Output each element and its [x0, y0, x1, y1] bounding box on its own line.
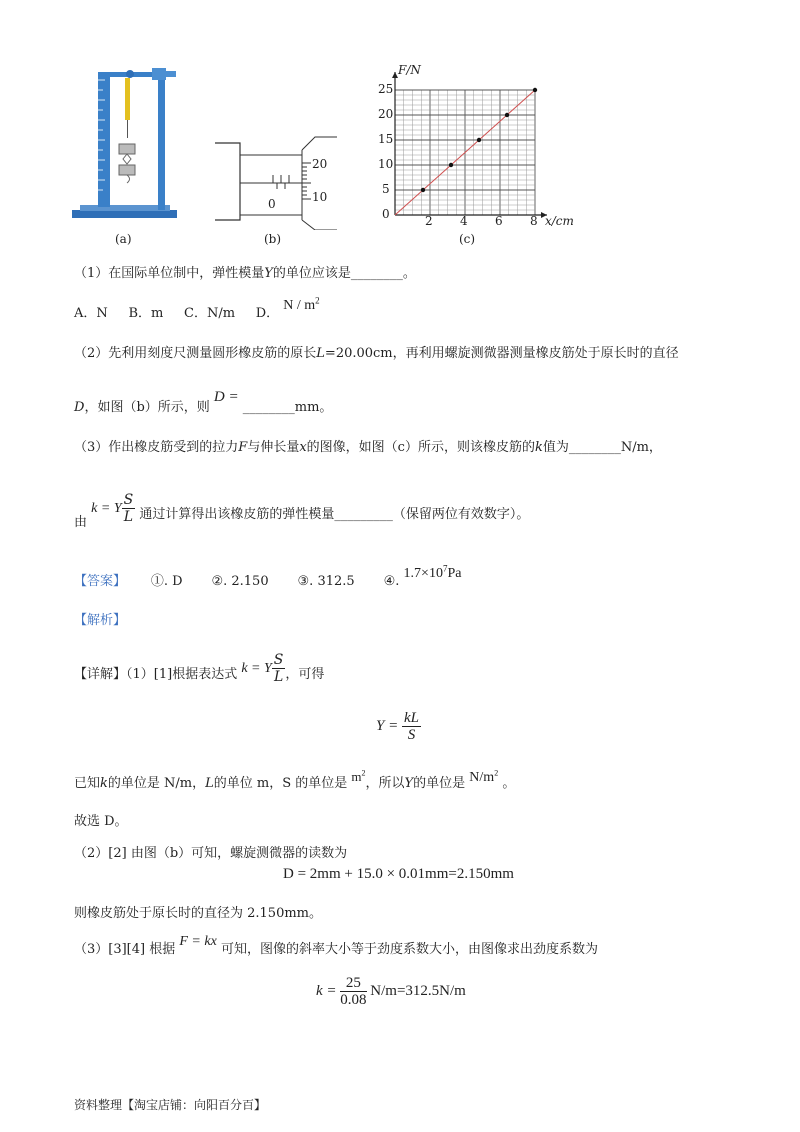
- ruler: [98, 72, 110, 207]
- ytick-20: 20: [378, 107, 394, 121]
- figure-c-caption: (c): [459, 232, 476, 246]
- answer-label: 【答案】: [74, 574, 127, 589]
- ytick-25: 25: [378, 82, 394, 96]
- detail-p3: 故选 D。: [74, 814, 128, 829]
- option-d: D．: [255, 306, 280, 321]
- equation-3: k = $\frac{25}{0.08}$ N/m=312.5N/m: [316, 975, 466, 1008]
- xtick-6: 6: [495, 214, 503, 228]
- analysis-label: 【解析】: [74, 613, 127, 628]
- option-a: A．N: [74, 306, 108, 321]
- chart-xlabel: x/cm: [545, 214, 574, 228]
- weight-1: [119, 144, 135, 154]
- detail-p2: 已知k的单位是 N/m，L的单位 m，S 的单位是 $m^2$，所以Y的单位是 $N/m^2$ 。: [74, 768, 516, 791]
- q2-line1: （2）先利用刻度尺测量圆形橡皮筋的原长L=20.00cm，再利用螺旋测微器测量橡皮筋处于原长时的直径: [74, 346, 679, 361]
- figure-b-caption: (b): [264, 232, 282, 246]
- equation-1: Y = $\frac{kL}{S}$: [376, 710, 419, 743]
- micrometer-label-10: 10: [312, 190, 328, 204]
- data-point: [505, 113, 509, 117]
- q1-stem: （1）在国际单位制中，弹性模量Y的单位应该是________。: [74, 266, 416, 281]
- equation-2: D = 2mm + 15.0 × 0.01mm=2.150mm: [283, 866, 514, 882]
- q3-line2: 由 k = Y $\frac{S}{L}$ 通过计算得出该橡皮筋的弹性模量_________（保留两位有效数字）。: [74, 492, 530, 530]
- data-point: [449, 163, 453, 167]
- figure-a-stand: [70, 60, 185, 225]
- detail-p6: （3）[3][4] 根据 F = kx 可知，图像的斜率大小等于劲度系数大小，由图像求出劲度系数为: [74, 934, 598, 957]
- option-d-math: N / $m^2$: [283, 295, 320, 313]
- q3-line1: （3）作出橡皮筋受到的拉力F与伸长量x的图像，如图（c）所示，则该橡皮筋的k值为________N/m，: [74, 440, 662, 455]
- option-c: C．N/m: [184, 306, 236, 321]
- chart-ylabel: F/N: [398, 63, 421, 77]
- q2-line2: D，如图（b）所示，则 D = ________mm。: [74, 389, 333, 415]
- detail-p1: 【详解】（1）[1]根据表达式 k = Y $\frac{S}{L}$ ，可得: [74, 652, 325, 685]
- footer: 资料整理【淘宝店铺：向阳百分百】: [74, 1098, 267, 1112]
- xtick-4: 4: [460, 214, 468, 228]
- data-point: [533, 88, 537, 92]
- xtick-8: 8: [530, 214, 538, 228]
- spring-rod: [125, 78, 130, 120]
- option-b: B．m: [128, 306, 164, 321]
- weight-2: [119, 165, 135, 175]
- data-point: [477, 138, 481, 142]
- ytick-0: 0: [382, 207, 390, 221]
- detail-p5: 则橡皮筋处于原长时的直径为 2.150mm。: [74, 906, 323, 921]
- figure-a-caption: (a): [115, 232, 132, 246]
- answer-4-math: $1.7\times 10^7Pa$: [403, 563, 462, 581]
- detail-p4: （2）[2] 由图（b）可知，螺旋测微器的读数为: [74, 846, 348, 861]
- data-point: [421, 188, 425, 192]
- answer-row: 【答案】 ①. D ②. 2.150 ③. 312.5 ④. $1.7\times 10^7Pa$: [74, 563, 462, 589]
- stand-pole: [158, 74, 165, 210]
- stand-base: [72, 210, 177, 218]
- micrometer-label-20: 20: [312, 157, 328, 171]
- xtick-2: 2: [425, 214, 433, 228]
- ytick-5: 5: [382, 182, 390, 196]
- ytick-15: 15: [378, 132, 394, 146]
- ytick-10: 10: [378, 157, 394, 171]
- micrometer-label-0: 0: [268, 197, 276, 211]
- figure-b-micrometer: [215, 135, 345, 230]
- q1-options: [74, 295, 320, 322]
